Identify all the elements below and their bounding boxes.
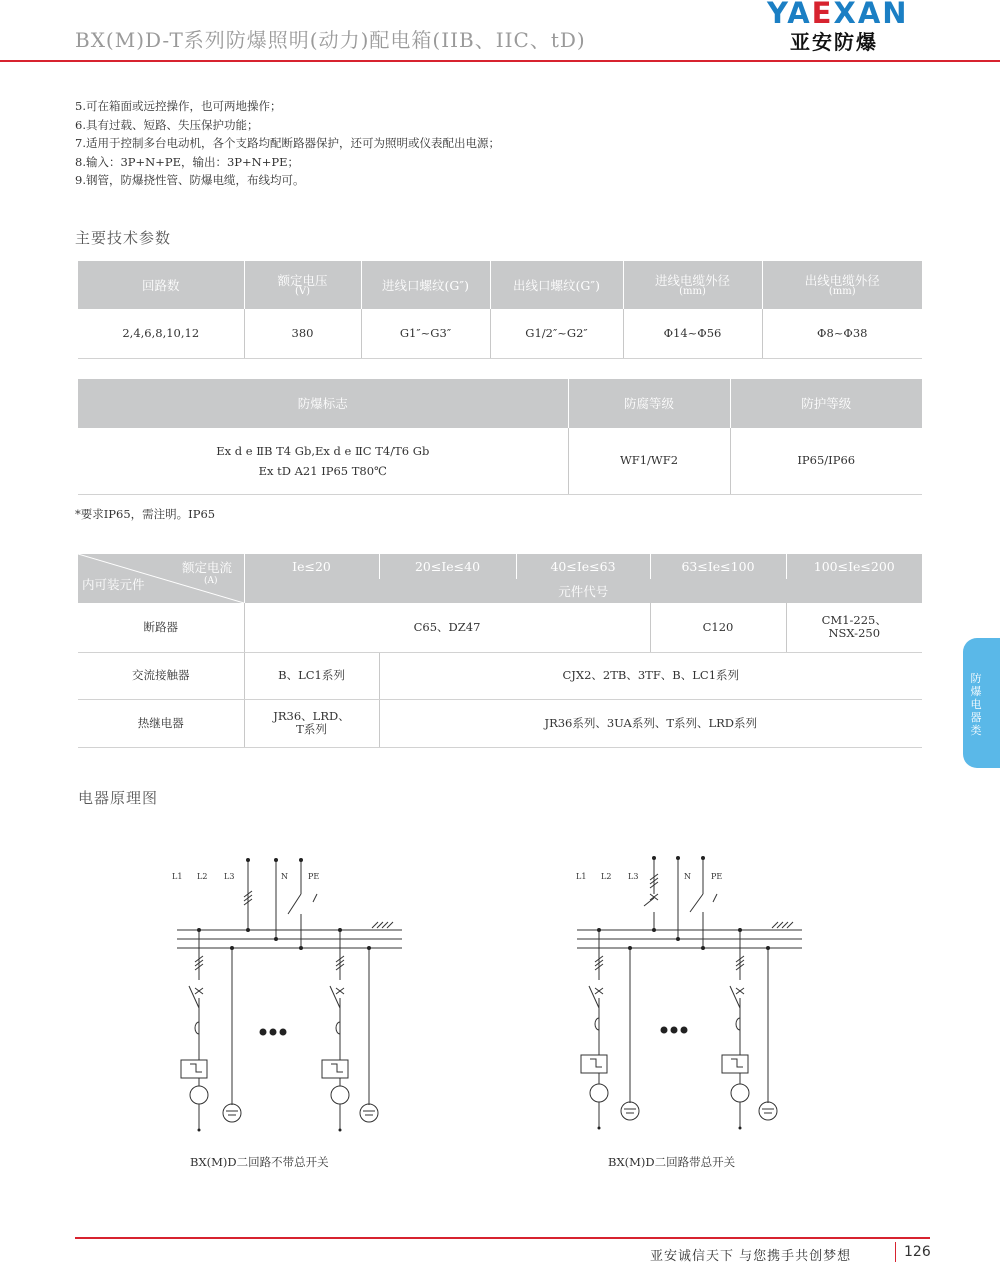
feature-item: 7.适用于控制多台电动机，各个支路均配断路器保护，还可为照明或仪表配出电源； — [75, 136, 500, 150]
diagram-caption-left: BX(M)D二回路不带总开关 — [190, 1155, 329, 1169]
phase-label: L1 — [576, 872, 587, 881]
footer-slogan: 亚安诚信天下 与您携手共创梦想 — [650, 1249, 852, 1264]
feature-item: 5.可在箱面或远控操作，也可两地操作； — [75, 99, 282, 113]
corner-bottom-label: 内可装元件 — [82, 577, 145, 592]
feature-item: 6.具有过载、短路、失压保护功能； — [75, 117, 259, 132]
col-header-unit: (V) — [294, 286, 311, 297]
cell-line: JR36、LRD、 — [273, 709, 350, 723]
phase-label: N — [281, 872, 288, 881]
col-header: 回路数 — [78, 261, 244, 309]
diagram-section-title: 电器原理图 — [78, 789, 159, 807]
phase-label: PE — [711, 872, 723, 881]
cell-line: NSX-250 — [828, 626, 881, 641]
logo-part: XAN — [833, 0, 909, 30]
row-label: 交流接触器 — [78, 652, 244, 699]
table-cell: G1″~G3″ — [361, 309, 490, 358]
col-header: 防护等级 — [730, 379, 922, 428]
ex-mark-line: Ex d e ⅡB T4 Gb,Ex d e ⅡC T4/T6 Gb — [216, 443, 430, 458]
col-header: 出线口螺纹(G″) — [490, 261, 623, 309]
current-range-header: Ie≤20 — [244, 554, 379, 579]
ex-mark-line: Ex tD A21 IP65 T80℃ — [258, 463, 387, 478]
category-side-tab-label: 防爆电器类 — [970, 672, 982, 737]
current-range-header: 100≤Ie≤200 — [786, 554, 922, 579]
col-header-unit: (mm) — [828, 286, 856, 297]
table-cell: CJX2、2TB、3TF、B、LC1系列 — [379, 652, 922, 699]
corner-unit-label: (A) — [204, 576, 218, 586]
col-header: 进线口螺纹(G″) — [361, 261, 490, 309]
table-cell: G1/2″~G2″ — [490, 309, 623, 358]
diagram-right — [577, 858, 802, 1128]
table-cell: 2,4,6,8,10,12 — [78, 309, 244, 358]
col-header: 防腐等级 — [568, 379, 730, 428]
cell-line: CM1-225、 — [821, 613, 887, 628]
phase-label: L3 — [224, 872, 235, 881]
col-header: 防爆标志 — [78, 379, 568, 428]
feature-item: 8.输入：3P+N+PE，输出：3P+N+PE； — [75, 154, 300, 169]
code-header: 元件代号 — [244, 579, 922, 603]
phase-label: L2 — [601, 872, 612, 881]
current-range-header: 20≤Ie≤40 — [379, 554, 516, 579]
row-label: 断路器 — [78, 603, 244, 652]
phase-label: L3 — [628, 872, 639, 881]
table-cell: Φ8~Φ38 — [762, 309, 922, 358]
col-header-label: 出线电缆外径 — [804, 273, 880, 288]
tech-section-title: 主要技术参数 — [75, 229, 172, 247]
brand-logo-cn: 亚安防爆 — [790, 30, 878, 54]
table-cell: Φ14~Φ56 — [623, 309, 762, 358]
feature-item: 9.钢管，防爆挠性管、防爆电缆，布线均可。 — [75, 173, 305, 187]
footer-separator — [895, 1242, 896, 1262]
diagram-left — [177, 860, 402, 1130]
col-header-label: 进线电缆外径 — [654, 273, 730, 288]
col-header-label: 额定电压 — [277, 273, 328, 288]
table-cell: B、LC1系列 — [244, 652, 379, 699]
table-cell: 380 — [244, 309, 361, 358]
current-range-header: 63≤Ie≤100 — [650, 554, 786, 579]
logo-part: YA — [767, 0, 812, 30]
phase-label: N — [684, 872, 691, 881]
table-cell: C65、DZ47 — [244, 603, 650, 652]
corner-top-label: 额定电流 — [182, 560, 233, 575]
phase-label: L1 — [172, 872, 183, 881]
phase-label: PE — [308, 872, 320, 881]
page-number: 126 — [904, 1244, 931, 1260]
diagram-caption-right: BX(M)D二回路带总开关 — [608, 1155, 736, 1169]
table-cell: JR36系列、3UA系列、T系列、LRD系列 — [379, 699, 922, 747]
page-title: BX(M)D-T系列防爆照明(动力)配电箱(IIB、IIC、tD) — [75, 28, 586, 52]
table-cell: IP65/IP66 — [730, 428, 922, 494]
table-cell: C120 — [650, 603, 786, 652]
cell-line: T系列 — [296, 722, 327, 736]
footer-rule — [75, 1237, 930, 1239]
row-label: 热继电器 — [78, 699, 244, 747]
phase-label: L2 — [197, 872, 208, 881]
logo-part-red: E — [811, 0, 834, 30]
footnote: *要求IP65，需注明。IP65 — [75, 507, 216, 521]
table-cell: WF1/WF2 — [568, 428, 730, 494]
current-range-header: 40≤Ie≤63 — [516, 554, 650, 579]
col-header-unit: (mm) — [679, 286, 706, 297]
